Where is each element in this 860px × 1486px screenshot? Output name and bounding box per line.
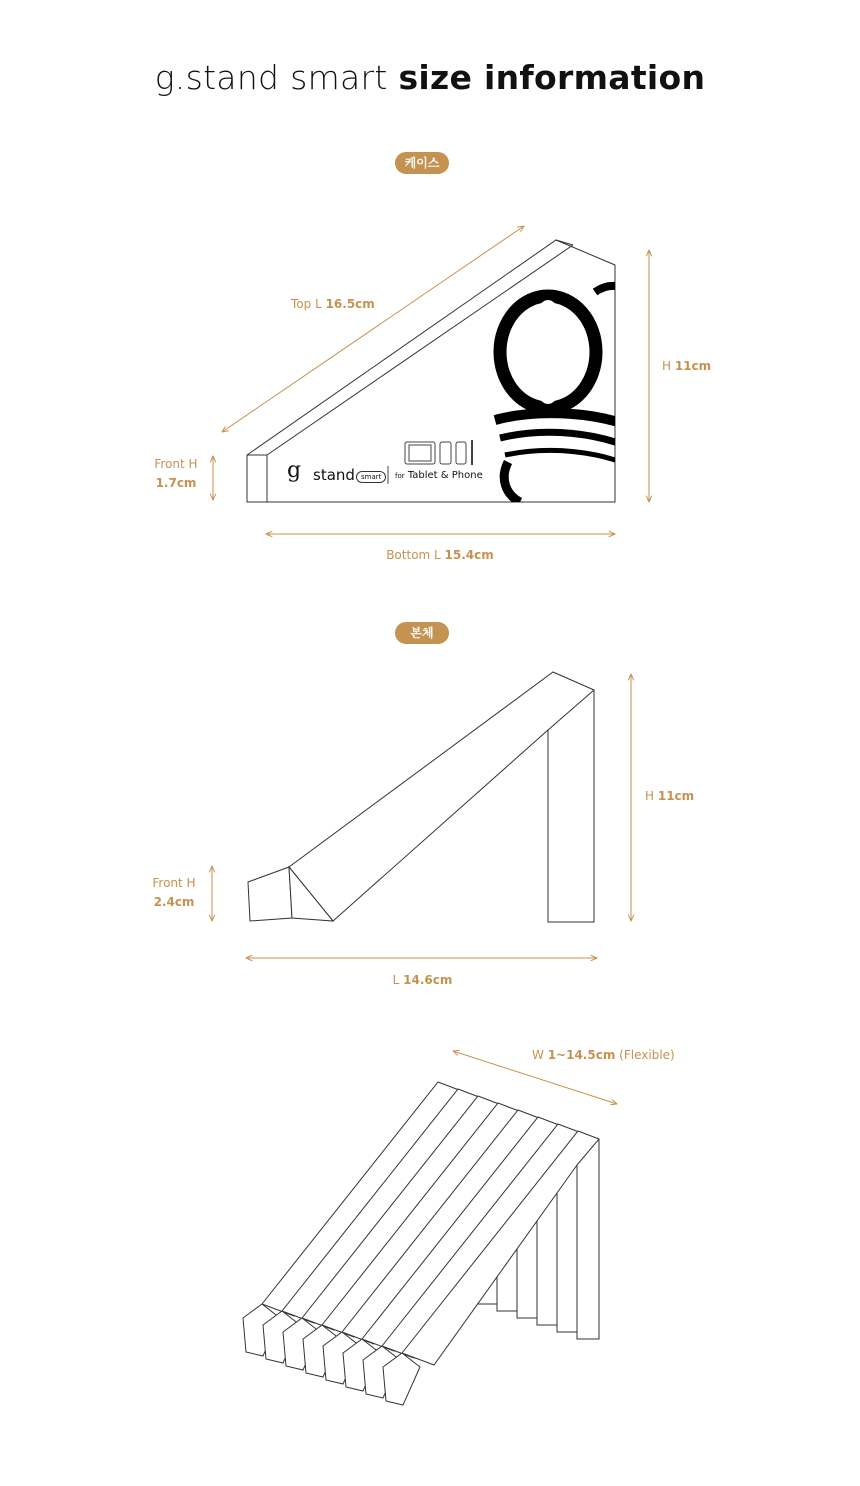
body-height-prefix: H [645, 789, 655, 803]
stand-body [248, 672, 594, 922]
case-badge: 케이스 [395, 152, 449, 174]
body-height-label [645, 787, 694, 806]
title-bold: size information [398, 58, 706, 97]
body-front-prefix: Front H [152, 876, 196, 890]
body-height-value: 11cm [657, 789, 695, 803]
case-bottom-prefix: Bottom L [386, 548, 441, 562]
width-note: (Flexible) [619, 1048, 675, 1062]
case-front-label [146, 455, 206, 493]
case-product-for [395, 470, 483, 481]
body-length-value: 14.6cm [403, 973, 453, 987]
width-prefix: W [532, 1048, 544, 1062]
case-bottom-value: 15.4cm [444, 548, 494, 562]
case-height-prefix: H [662, 359, 672, 373]
case-brand-text: stand [313, 466, 355, 484]
case-top-prefix: Top L [291, 297, 322, 311]
case-height-value: 11cm [674, 359, 712, 373]
case-top-label [291, 295, 375, 314]
width-label [532, 1046, 675, 1065]
case-front-prefix: Front H [154, 457, 198, 471]
body-front-value: 2.4cm [153, 895, 195, 909]
body-front-label [144, 874, 204, 912]
body-length-label [320, 971, 525, 990]
case-front-value: 1.7cm [155, 476, 197, 490]
case-bottom-label [330, 546, 550, 565]
title-light: g.stand smart [154, 58, 388, 97]
case-for-text: Tablet & Phone [407, 470, 483, 481]
body-length-prefix: L [392, 973, 400, 987]
stands-group [243, 1082, 599, 1405]
case-for-label: for [395, 472, 405, 480]
g-logo-icon: g [287, 458, 302, 483]
case-brand-badge: smart [356, 471, 386, 483]
width-value: 1~14.5cm [547, 1048, 616, 1062]
case-height-label [662, 357, 711, 376]
body-badge: 본체 [395, 622, 449, 644]
case-top-value: 16.5cm [325, 297, 375, 311]
